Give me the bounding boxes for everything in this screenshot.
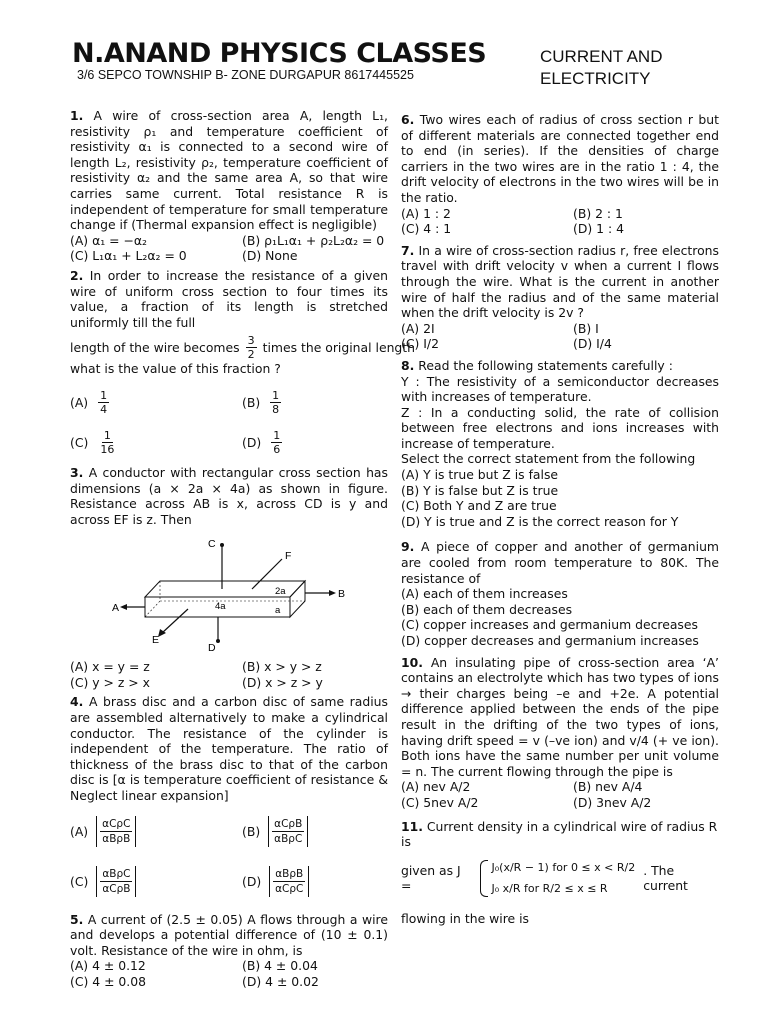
label-b: B [338,588,346,601]
question-number: 4. [70,694,84,710]
option-d: (D) 3nev A/2 [573,794,652,810]
label-e: E [152,634,160,647]
question-number: 8. [401,357,415,373]
question-text: length of the wire becomes [70,340,240,356]
arrow-a [120,604,127,610]
option-a: (A) each of them increases [401,586,568,602]
option-a: (A) $\frac{1}{4}$ [70,389,108,417]
option-a: (A) 4 ± 0.12 [70,958,146,974]
question-2 [70,267,416,461]
option-d: (D) 4 ± 0.02 [242,974,319,989]
option-a: (A) Y is true but Z is false [401,467,559,483]
option-b: (B) 4 ± 0.04 [242,958,318,974]
question-text: A piece of copper and another of germanium are cooled from room temperature to 80K. The resistance of [401,539,719,586]
current-density-equation [401,860,719,897]
option-d: (D) 1 : 4 [573,221,624,237]
question-11 [401,819,719,927]
question-4 [70,694,388,901]
question-text: A current of (2.5 ± 0.05) A flows through a wire and develops a potential difference of (10 ± 0.1) volt. Resistance of the wire in ohm, is [70,911,388,958]
option-c: (C) 4 ± 0.08 [70,974,146,989]
hidden-edge [145,601,160,617]
question-number: 3. [70,464,84,480]
lead-e [162,609,188,633]
option-d: (D) Y is true and Z is the correct reason for Y [401,513,679,529]
label-a: A [112,602,120,615]
question-text: A brass disc and a carbon disc of same radius are assembled alternatively to make a cylindrical conductor. The resistance of the cylinder is independent of the temperature. The ratio of thickness of the brass disc to that of the carbon disc is [α is temperature coefficient of resistance & Neglect linear expansion] [70,694,388,804]
label-c: C [208,538,216,551]
conductor-figure [70,533,388,655]
question-text: An insulating pipe of cross-section area ‘A’ contains an electrolyte which has two types of ions → their charges being –e and +2e. A potential difference applied between the ends of the pipe result in the drifting of the two types of ions, having drift speed = v (–ve ion) and v/4 (+ ve ion). Both ions have the same number per unit volume = n. The current flowing through the pipe is [401,654,719,779]
question-text: flowing in the wire is [401,910,529,926]
dimension-2a: 2a [275,586,286,598]
question-number: 9. [401,539,415,555]
option-b: (B) 2 : 1 [573,205,623,221]
option-c: (C) $\frac{1}{16}$ [70,429,115,457]
question-6 [401,112,719,237]
question-text: Current density in a cylindrical wire of radius R is [401,818,718,850]
question-5 [70,912,388,990]
option-a: (A) nev A/2 [401,779,471,795]
option-d: (D) I/4 [573,336,612,352]
option-b: (B) x > y > z [242,659,322,675]
option-b: (B) ρ₁L₁α₁ + ρ₂L₂α₂ = 0 [242,232,385,248]
option-a: (A) α₁ = −α₂ [70,232,147,248]
question-number: 1. [70,108,84,123]
option-b: (B) $\frac{1}{8}$ [242,389,280,417]
equation-tail: . The current [643,862,688,894]
conductor-diagram [70,533,388,655]
option-a: (A) αCρC αBρB [70,812,242,852]
left-column [70,108,416,994]
option-c: (C) y > z > x [70,674,150,690]
option-a: (A) 2I [401,320,435,336]
option-c: (C) copper increases and germanium decreases [401,617,698,633]
question-text: what is the value of this fraction ? [70,361,281,377]
fraction: $\frac{3}{2}$ [247,334,255,362]
question-text: A conductor with rectangular cross section has dimensions (a × 2a × 4a) as shown in figure. Resistance across AB is x, across CD is y and across EF is z. Then [70,464,388,527]
option-c: (C) 4 : 1 [401,221,452,237]
option-d: (D) copper decreases and germanium increases [401,633,699,648]
question-text: Two wires each of radius of cross section r but of different materials are connected together end to end (in series). If the densities of charge carriers in the two wires are in the ratio 1 : 4, the drift velocity of electrons in the two wires will be in the ratio. [401,112,719,205]
lead-f [252,559,282,589]
question-number: 2. [70,267,84,283]
topic-line-1: CURRENT AND [540,47,663,66]
option-a: (A) 1 : 2 [401,205,451,221]
option-c: (C) αBρC αCρB [70,862,242,902]
option-b: (B) each of them decreases [401,601,573,617]
institute-address: 3/6 SEPCO TOWNSHIP B- ZONE DURGAPUR 8617445525 [77,68,414,82]
dimension-a: a [275,605,281,617]
option-d: (D) αBρB αCρC [242,862,388,902]
label-f: F [285,550,292,563]
question-text: In a wire of cross-section radius r, free electrons travel with drift velocity v when a current I flows through the wire. What is the current in another wire of half the radius and of the same material when the drift velocity is 2v ? [401,242,719,321]
piecewise-function [480,860,636,897]
question-number: 7. [401,242,415,258]
topic-line-2: ELECTRICITY [540,69,651,88]
option-b: (B) αCρB αBρC [242,812,388,852]
terminal-d [216,639,220,643]
instruction-text: Select the correct statement from the following [401,451,696,467]
institute-title: N.ANAND PHYSICS CLASSES [72,38,487,69]
question-text: times the original length [262,340,416,356]
option-d: (D) None [242,248,298,264]
question-number: 6. [401,112,415,127]
terminal-c [220,543,224,547]
question-10 [401,655,719,811]
arrow-b [329,590,336,596]
question-number: 5. [70,911,84,927]
option-a: (A) x = y = z [70,659,150,675]
option-b: (B) nev A/4 [573,779,643,795]
label-d: D [208,642,216,655]
question-9 [401,539,719,648]
option-c: (C) Both Y and Z are true [401,498,557,514]
case-2: J₀ x/R for R/2 ≤ x ≤ R [491,882,608,896]
question-number: 10. [401,654,423,670]
box-side-face [290,581,305,617]
option-c: (C) L₁α₁ + L₂α₂ = 0 [70,248,187,264]
statement-y: Y : The resistivity of a semiconductor decreases with increases of temperature. [401,373,719,405]
question-1 [70,108,388,264]
right-column [401,112,719,931]
topic-title [540,46,662,90]
question-3 [70,465,388,691]
option-d: (D) $\frac{1}{6}$ [242,429,281,457]
question-number: 11. [401,818,423,834]
option-c: (C) 5nev A/2 [401,794,479,810]
dimension-4a: 4a [215,601,226,613]
question-text: A wire of cross-section area A, length L₁, resistivity ρ₁ and temperature coefficient of resistivity α₁ is connected to a second wire of length L₂, resistivity ρ₂, temperature coefficient of resistivity α₂ and the same area A, so that wire carries same current. Total resistance R is independent of temperature for small temperature change if (Thermal expansion effect is negligible) [70,108,388,233]
statement-z: Z : In a conducting solid, the rate of collision between free electrons and ions increases with increase of temperature. [401,404,719,451]
option-b: (B) Y is false but Z is true [401,482,559,498]
left-brace [480,860,488,897]
question-8 [401,358,719,530]
question-text: Read the following statements carefully : [418,357,673,373]
equation-lhs: given as J = [401,862,461,894]
option-b: (B) I [573,320,599,336]
question-7 [401,243,719,352]
case-1: J₀(x/R − 1) for 0 ≤ x < R/2 [491,860,636,874]
option-d: (D) x > z > y [242,674,323,690]
option-c: (C) I/2 [401,336,439,352]
question-text: In order to increase the resistance of a given wire of uniform cross section to four times its value, a fraction of its length is stretched uniformly till the full [70,267,388,330]
